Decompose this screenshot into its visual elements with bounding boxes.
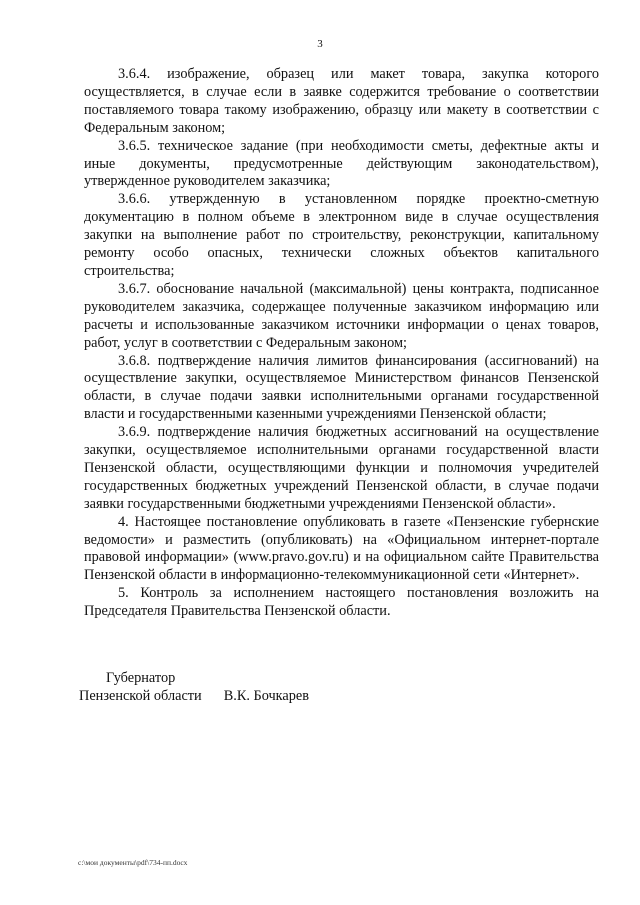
paragraph-3-6-5: 3.6.5. техническое задание (при необходимости сметы, дефектные акты и иные документы, предусмотренные действующим законодательством), утвержденное руководителем заказчика; — [84, 137, 599, 190]
page-number: 3 — [317, 38, 323, 50]
signatory-line — [79, 687, 309, 705]
file-path-footer: c:\мои документы\pdf\734-пп.docx — [78, 858, 188, 867]
document-body — [84, 66, 599, 621]
paragraph-4-publication: 4. Настоящее постановление опубликовать в газете «Пензенские губернские ведомости» и разместить (опубликовать) на «Официальном интернет-портале правовой информации» (www.pravo.gov.ru) и на официальном сайте Правительства Пензенской области в информационно-телекоммуникационной сети «Интернет». — [84, 513, 599, 584]
paragraph-3-6-4: 3.6.4. изображение, образец или макет товара, закупка которого осуществляется, в случае если в заявке содержится требование о соответствии поставляемого товара такому изображению, образцу или макету в соответствии с Федеральным законом; — [84, 66, 599, 136]
signatory-title: Губернатор — [106, 670, 176, 686]
paragraph-3-6-8: 3.6.8. подтверждение наличия лимитов финансирования (ассигнований) на осуществление закупки, осуществляемое Министерством финансов Пензенской области, в случае подачи заявки исполнительными органами государственной власти и государственными казенными учреждениями Пензенской области; — [84, 352, 599, 423]
signatory-name: В.К. Бочкарев — [223, 688, 309, 704]
paragraph-3-6-7: 3.6.7. обоснование начальной (максимальной) цены контракта, подписанное руководителем заказчика, содержащее полученные заказчиком информацию или расчеты и использованные заказчиком источники информации о ценах товаров, работ, услуг в соответствии с Федеральным законом; — [84, 280, 599, 351]
signatory-region: Пензенской области — [79, 688, 202, 704]
paragraph-3-6-9: 3.6.9. подтверждение наличия бюджетных ассигнований на осуществление закупки, осуществляемое исполнительными органами государственной власти Пензенской области, осуществляющими функции и полномочия учредителей государственных бюджетных учреждений Пензенской области, в случае подачи заявки государственными бюджетными учреждениями Пензенской области». — [84, 424, 599, 512]
paragraph-5-control: 5. Контроль за исполнением настоящего постановления возложить на Председателя Правительства Пензенской области. — [84, 585, 599, 620]
signature-block — [79, 669, 309, 705]
paragraph-3-6-6: 3.6.6. утвержденную в установленном порядке проектно-сметную документацию в полном объеме в электронном виде в случае осуществления закупки на выполнение работ по строительству, реконструкции, капитальному ремонту особо опасных, технически сложных объектов капитального строительства; — [84, 191, 599, 279]
